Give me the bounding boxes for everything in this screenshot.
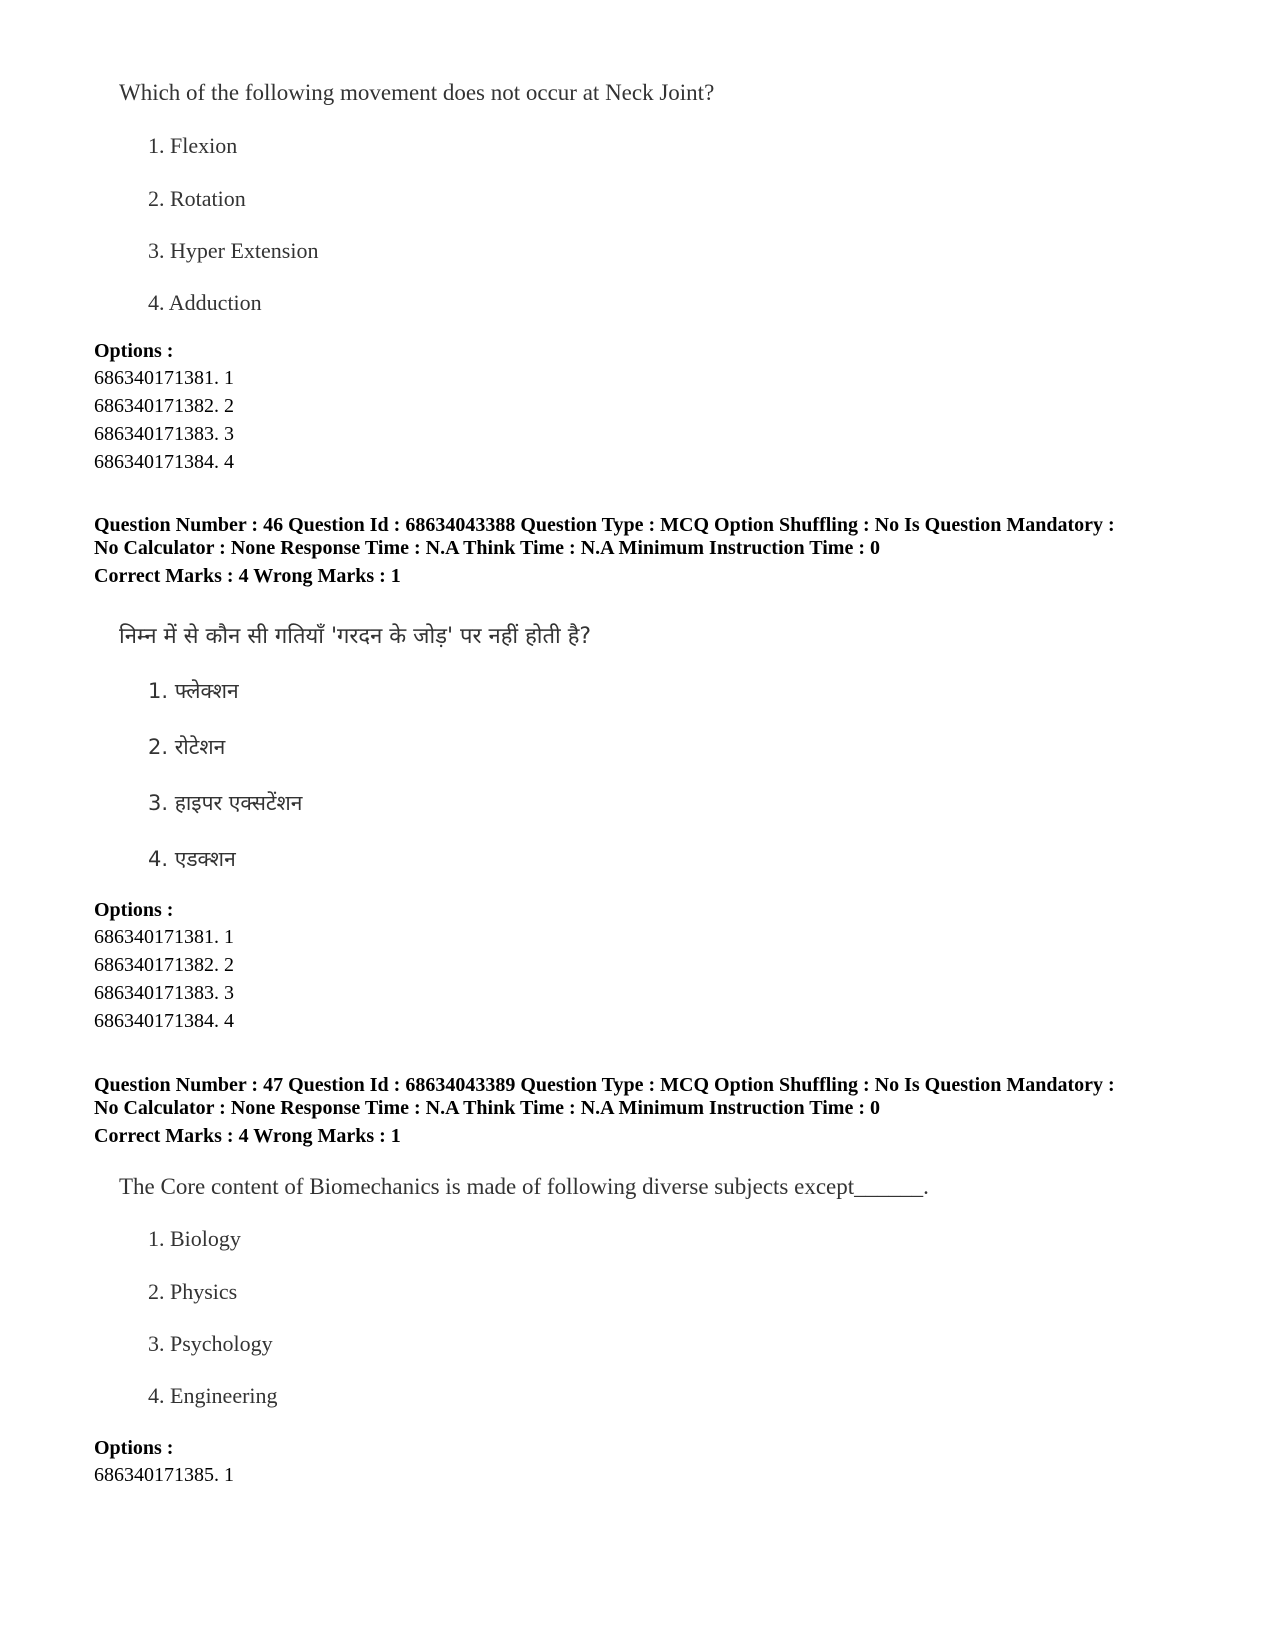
choice-item: 1. Biology [148, 1226, 241, 1251]
choice-item: 3. Hyper Extension [148, 238, 319, 263]
choice-item: 1. फ्लेक्शन [148, 679, 239, 703]
question-meta: Question Number : 46 Question Id : 68634043388 Question Type : MCQ Option Shuffling : No Is Question Mandatory : [94, 514, 1115, 536]
choice-item: 1. Flexion [148, 133, 238, 158]
option-line: 686340171384. 4 [94, 451, 234, 473]
options-heading: Options : [94, 1437, 174, 1459]
option-line: 686340171382. 2 [94, 954, 234, 976]
choice-item: 3. हाइपर एक्सटेंशन [148, 791, 303, 815]
question-meta: No Calculator : None Response Time : N.A Think Time : N.A Minimum Instruction Time : 0 [94, 537, 880, 559]
choice-item: 2. Rotation [148, 186, 246, 211]
option-line: 686340171383. 3 [94, 423, 234, 445]
question-text: निम्न में से कौन सी गतियाँ 'गरदन के जोड़' पर नहीं होती है? [119, 624, 592, 649]
question-marks: Correct Marks : 4 Wrong Marks : 1 [94, 1125, 401, 1147]
options-heading: Options : [94, 899, 174, 921]
option-line: 686340171384. 4 [94, 1010, 234, 1032]
choice-item: 4. Engineering [148, 1383, 278, 1408]
question-meta: Question Number : 47 Question Id : 68634043389 Question Type : MCQ Option Shuffling : No Is Question Mandatory : [94, 1074, 1115, 1096]
question-text: Which of the following movement does not occur at Neck Joint? [119, 80, 715, 105]
option-line: 686340171381. 1 [94, 926, 234, 948]
choice-item: 4. Adduction [148, 290, 262, 315]
option-line: 686340171385. 1 [94, 1464, 234, 1486]
question-text: The Core content of Biomechanics is made of following diverse subjects except______. [119, 1174, 929, 1199]
choice-item: 2. रोटेशन [148, 735, 226, 759]
question-marks: Correct Marks : 4 Wrong Marks : 1 [94, 565, 401, 587]
choice-item: 4. एडक्शन [148, 847, 236, 871]
option-line: 686340171381. 1 [94, 367, 234, 389]
question-meta: No Calculator : None Response Time : N.A Think Time : N.A Minimum Instruction Time : 0 [94, 1097, 880, 1119]
option-line: 686340171382. 2 [94, 395, 234, 417]
choice-item: 2. Physics [148, 1279, 238, 1304]
choice-item: 3. Psychology [148, 1331, 273, 1356]
options-heading: Options : [94, 340, 174, 362]
option-line: 686340171383. 3 [94, 982, 234, 1004]
